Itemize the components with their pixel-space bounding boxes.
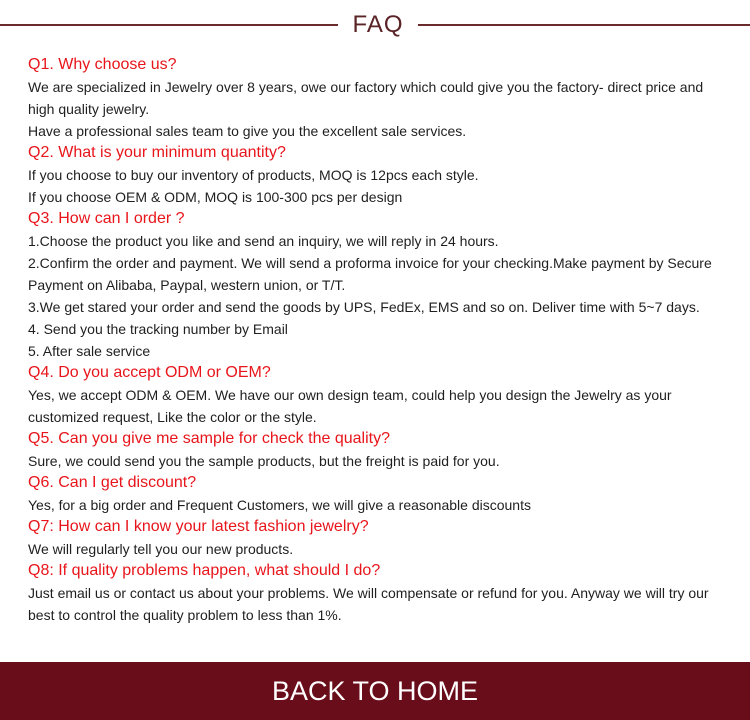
faq-question: Q3. How can I order ? <box>28 210 185 227</box>
faq-question: Q5. Can you give me sample for check the quality? <box>28 430 390 447</box>
faq-answer: We will regularly tell you our new products. <box>28 541 294 557</box>
faq-answer: Sure, we could send you the sample products, but the freight is paid for you. <box>28 453 500 469</box>
faq-item-q3 <box>28 208 733 362</box>
faq-answer: We are specialized in Jewelry over 8 years, owe our factory which could give you the factory- direct price and high quality jewelry. <box>28 79 704 117</box>
faq-answer: 1.Choose the product you like and send an inquiry, we will reply in 24 hours. <box>28 233 499 249</box>
faq-answer: Just email us or contact us about your problems. We will compensate or refund for you. Anyway we will try our best to control the quality problem to less than 1%. <box>28 585 709 623</box>
header-divider-right <box>418 24 750 26</box>
faq-question: Q8: If quality problems happen, what should I do? <box>28 562 381 579</box>
faq-item-q7 <box>28 516 733 560</box>
faq-answer: If you choose to buy our inventory of products, MOQ is 12pcs each style. <box>28 167 479 183</box>
faq-answer: Have a professional sales team to give you the excellent sale services. <box>28 123 467 139</box>
faq-question: Q4. Do you accept ODM or OEM? <box>28 364 271 381</box>
faq-item-q2 <box>28 142 733 208</box>
faq-item-q8 <box>28 560 733 626</box>
faq-answer: 2.Confirm the order and payment. We will send a proforma invoice for your checking.Make payment by Secure Payment on Alibaba, Paypal, western union, or T/T. <box>28 255 712 293</box>
faq-answer: 4. Send you the tracking number by Email <box>28 321 288 337</box>
faq-header <box>0 8 750 42</box>
back-to-home-button[interactable]: BACK TO HOME <box>0 662 750 720</box>
faq-answer: Yes, for a big order and Frequent Customers, we will give a reasonable discounts <box>28 497 531 513</box>
faq-answer: If you choose OEM & ODM, MOQ is 100-300 pcs per design <box>28 189 403 205</box>
faq-answer: Yes, we accept ODM & OEM. We have our own design team, could help you design the Jewelry as your customized request, Like the color or the style. <box>28 387 672 425</box>
faq-item-q1 <box>28 54 733 142</box>
faq-question: Q7: How can I know your latest fashion jewelry? <box>28 518 369 535</box>
page-title: FAQ <box>352 11 404 38</box>
header-divider-left <box>0 24 338 26</box>
faq-question: Q1. Why choose us? <box>28 56 177 73</box>
faq-question: Q6. Can I get discount? <box>28 474 197 491</box>
faq-answer: 5. After sale service <box>28 343 151 359</box>
faq-item-q6 <box>28 472 733 516</box>
faq-item-q4 <box>28 362 733 428</box>
faq-list <box>28 54 733 626</box>
faq-question: Q2. What is your minimum quantity? <box>28 144 286 161</box>
faq-answer: 3.We get stared your order and send the goods by UPS, FedEx, EMS and so on. Deliver time with 5~7 days. <box>28 299 700 315</box>
faq-item-q5 <box>28 428 733 472</box>
